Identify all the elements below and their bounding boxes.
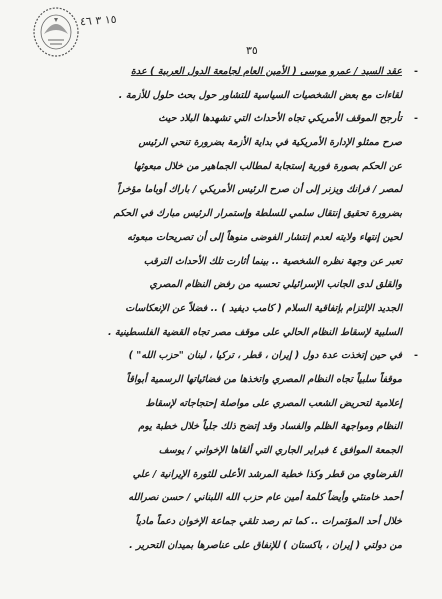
line-text: النظام ومواجهة الظلم والفساد وقد إتضح ذلك جلياً خلال خطبة يوم <box>138 421 402 433</box>
line-text: القرضاوي من قطر وكذا خطبة المرشد الأعلى للثورة الإيرانية / علي <box>132 468 402 480</box>
line-text: والقلق لدى الجانب الإسرائيلي تحسبه من رفض النظام المصري <box>149 279 402 291</box>
line-text: لمصر / فرانك ويزنر إلى أن صرح الرئيس الأمريكي / باراك أوباما مؤخراً <box>117 184 402 196</box>
line-text: السلبية لإسقاط النظام الحالي على موقف مصر تجاه القضية الفلسطينية . <box>107 326 402 338</box>
line-text: إعلامية لتحريض الشعب المصري على مواصلة إحتجاجاته لإسقاط <box>145 397 402 409</box>
document-body <box>20 60 418 557</box>
text-line <box>20 178 402 202</box>
text-line <box>20 226 402 250</box>
text-line <box>20 510 402 534</box>
text-line <box>20 392 402 416</box>
line-text: من دولتي ( إيران ، باكستان ) للإنفاق على عناصرها بميدان التحرير . <box>129 539 402 551</box>
seal-stamp-icon <box>30 4 82 60</box>
text-line <box>20 202 402 226</box>
text-line <box>20 368 402 392</box>
bullet-dash: - <box>414 66 418 77</box>
text-line <box>20 463 402 487</box>
text-line <box>20 534 402 558</box>
text-line <box>20 84 402 108</box>
page-number: ٣٥ <box>246 44 258 57</box>
line-text: عن الحكم بصورة فورية إستجابة لمطالب الجماهير من خلال مبعوثها <box>133 160 402 172</box>
line-text: موقفاً سلبياً تجاه النظام المصري واتخذها من فضائياتها الرسمية أبواقاً <box>126 373 402 385</box>
bullet-dash: - <box>414 350 418 362</box>
line-text: خلال أحد المؤتمرات .. كما تم رصد تلقي جماعة الإخوان دعماً مادياً <box>135 516 402 528</box>
line-text: تعبر عن وجهة نظره الشخصية .. بينما أثارت تلك الأحداث الترقب <box>143 255 402 267</box>
line-text: الجديد الإلتزام بإتفاقية السلام ( كامب ديفيد ) .. فضلاً عن الإنعكاسات <box>125 302 402 314</box>
handwritten-note: ١٥ ٣ ٤٦ <box>79 12 117 29</box>
line-text: تأرجح الموقف الأمريكي تجاه الأحداث التي تشهدها البلاد حيث <box>158 113 402 125</box>
text-line <box>20 273 402 297</box>
text-line <box>20 107 418 131</box>
text-line <box>20 60 418 84</box>
text-line <box>20 439 402 463</box>
line-text: بضرورة تحقيق إنتقال سلمي للسلطة وإستمرار الرئيس مبارك في الحكم <box>113 208 402 220</box>
text-line <box>20 486 402 510</box>
line-text: أحمد خامنئي وأيضاً كلمة أمين عام حزب الله اللبناني / حسن نصرالله <box>128 492 402 504</box>
text-line <box>20 344 418 368</box>
text-line <box>20 321 402 345</box>
text-line <box>20 155 402 179</box>
line-text: صرح ممثلو الإدارة الأمريكية في بداية الأزمة بضرورة تنحي الرئيس <box>138 137 402 149</box>
text-line <box>20 250 402 274</box>
text-line <box>20 297 402 321</box>
line-text: لحين إنتهاء ولايته لعدم إنتشار الفوضى منوهاً إلى أن تصريحات مبعوثه <box>127 231 402 243</box>
line-text: الجمعة الموافق ٤ فبراير الجاري التي ألقاها الإخواني / يوسف <box>158 445 402 456</box>
bullet-dash: - <box>414 113 418 125</box>
text-line <box>20 131 402 155</box>
line-text: لقاءات مع بعض الشخصيات السياسية للتشاور حول بحث حلول للأزمة . <box>118 89 402 101</box>
line-text: عقد السيد / عمرو موسى ( الأمين العام لجامعة الدول العربية ) عدة <box>130 66 402 77</box>
line-text: في حين إتخذت عدة دول ( إيران ، قطر ، تركيا ، لبنان "حزب الله" ) <box>128 350 402 362</box>
text-line <box>20 415 402 439</box>
